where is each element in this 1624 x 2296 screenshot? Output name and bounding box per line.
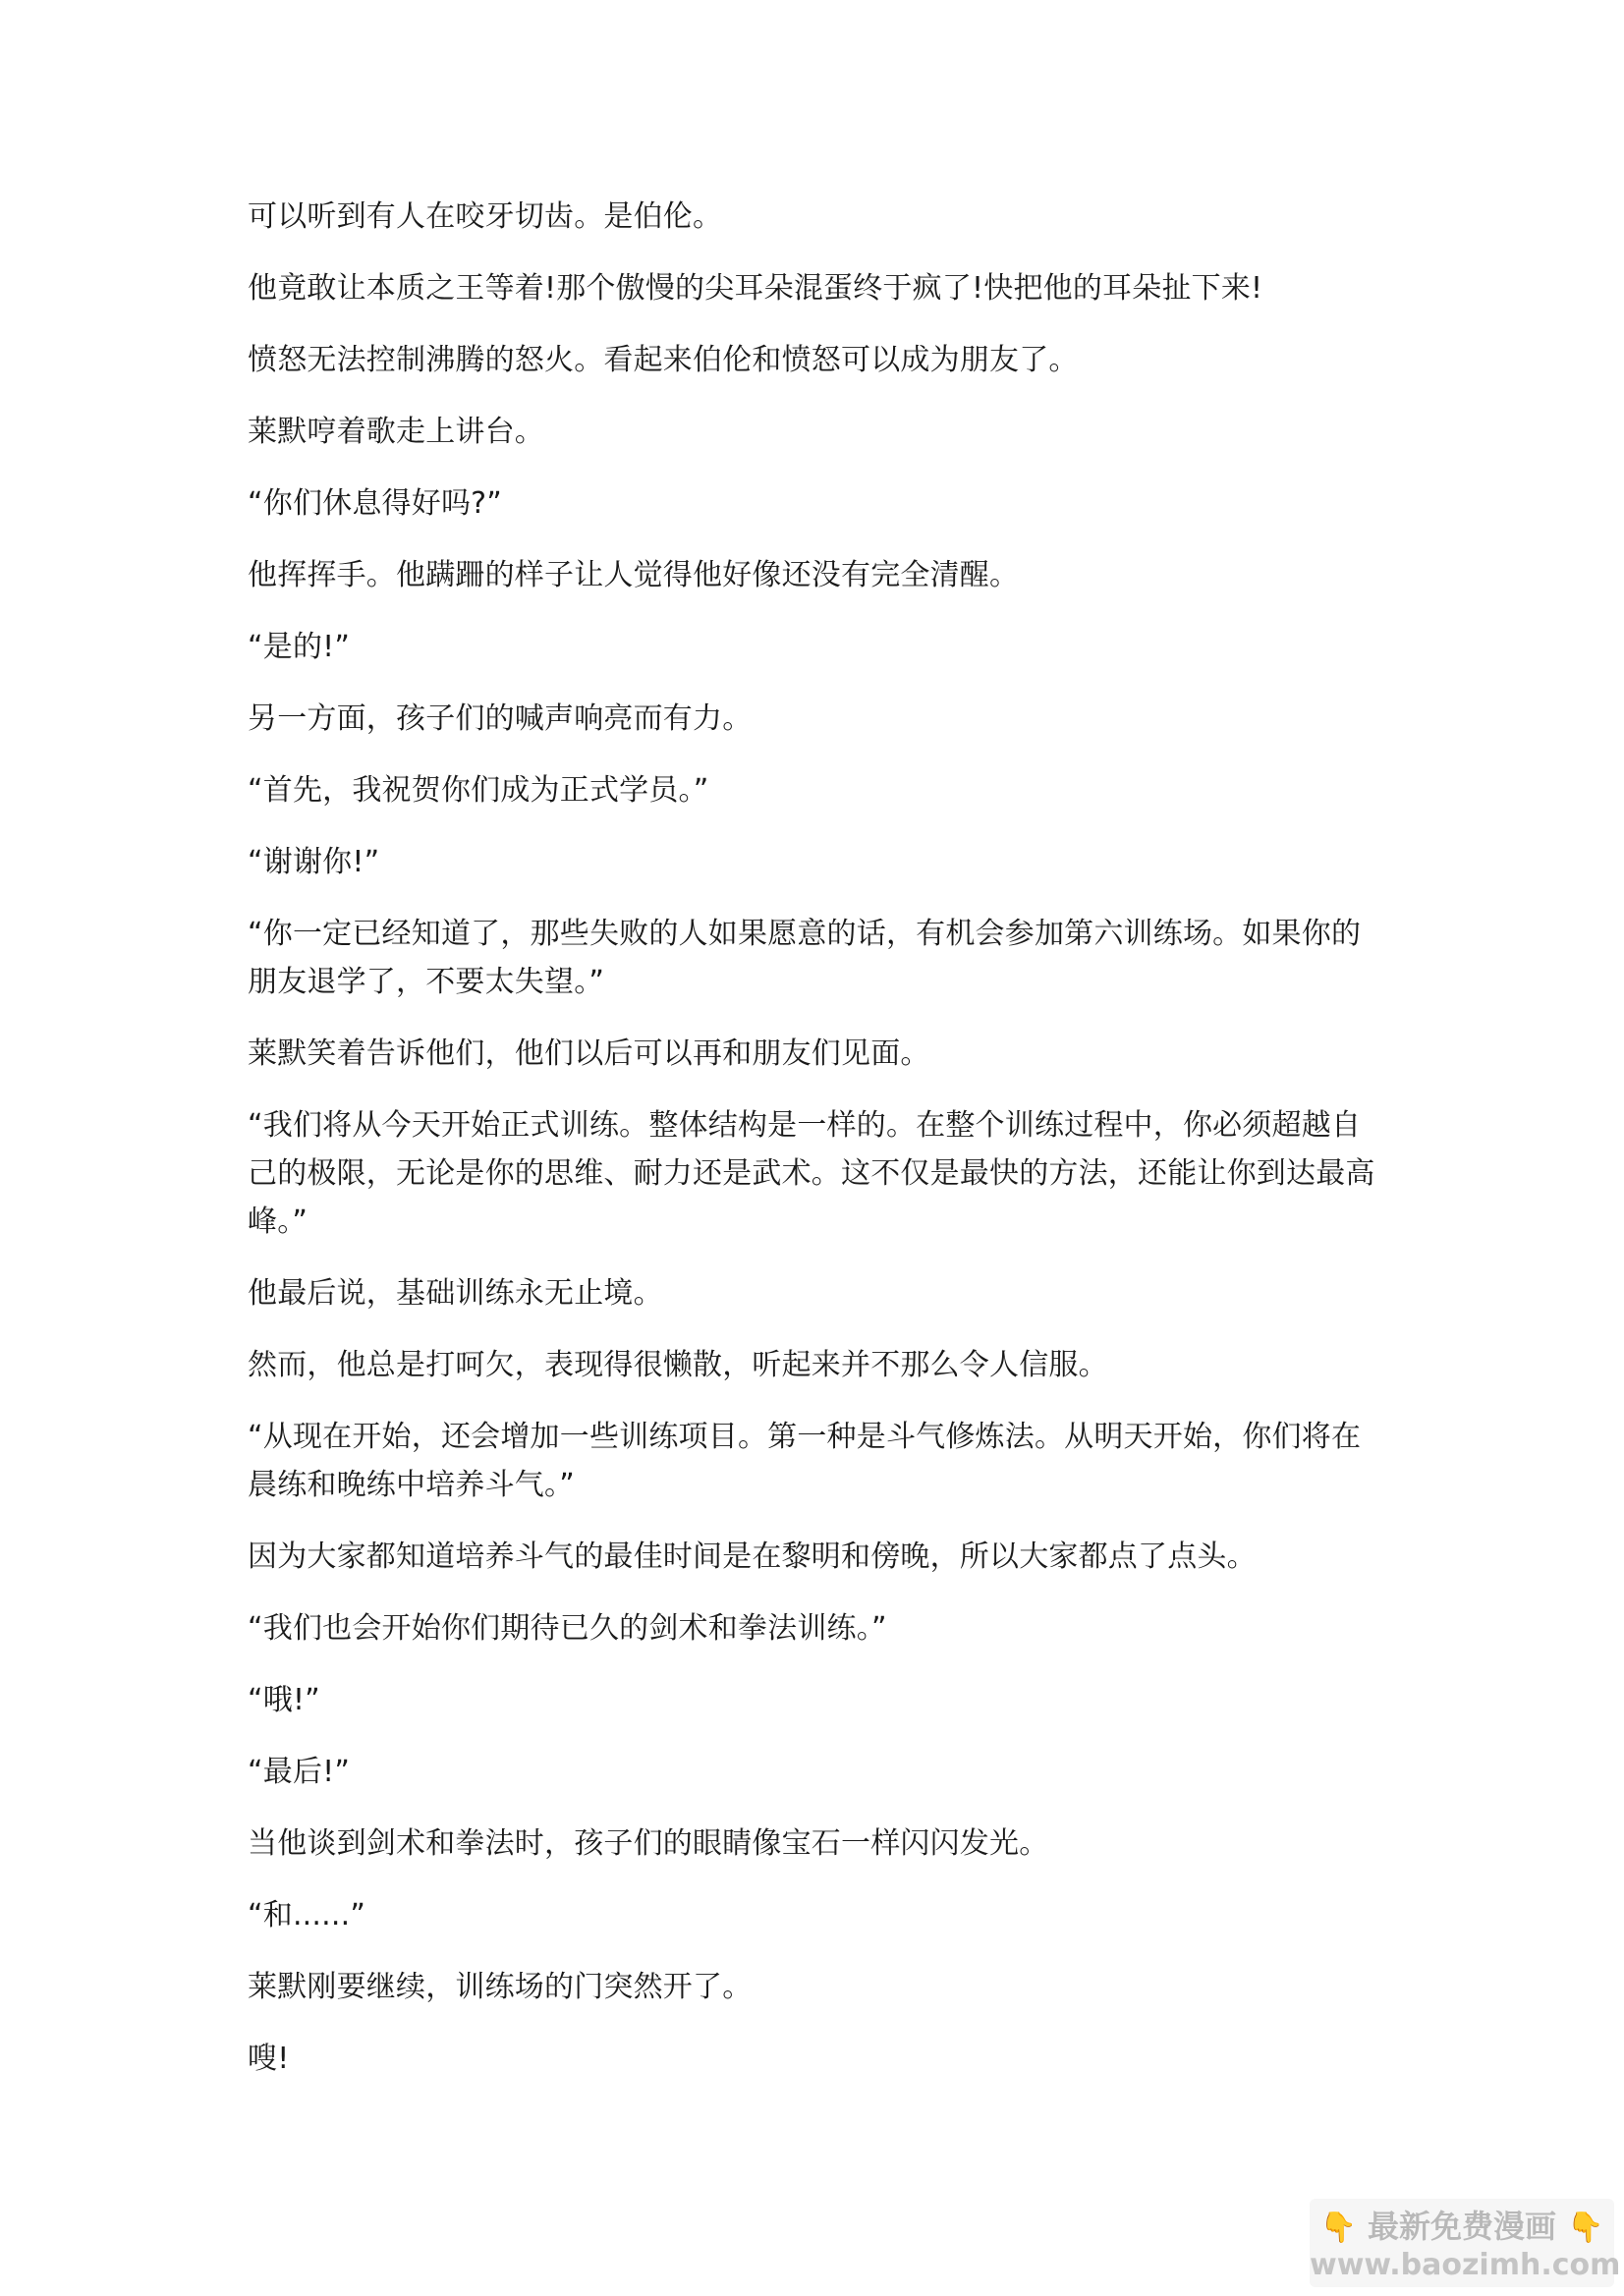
paragraph-3: 愤怒无法控制沸腾的怒火。看起来伯伦和愤怒可以成为朋友了。: [248, 343, 1079, 377]
paragraph-14: 他最后说，基础训练永无止境。: [248, 1276, 663, 1311]
paragraph-2: 他竟敢让本质之王等着!那个傲慢的尖耳朵混蛋终于疯了!快把他的耳朵扯下来!: [248, 271, 1263, 306]
paragraph-9: “首先，我祝贺你们成为正式学员。”: [248, 773, 709, 808]
paragraph-18: “我们也会开始你们期待已久的剑术和拳法训练。”: [248, 1611, 887, 1646]
paragraph-8: 另一方面，孩子们的喊声响亮而有力。: [248, 701, 753, 736]
watermark-title-row: [1310, 2207, 1614, 2248]
paragraph-13: “我们将从今天开始正式训练。整体结构是一样的。在整个训练过程中，你必须超越自己的极限，无论是你的思维、耐力还是武术。这不仅是最快的方法，还能让你到达最高峰。”: [248, 1108, 1375, 1239]
paragraph-24: 嗖!: [248, 2042, 290, 2076]
paragraph-16: “从现在开始，还会增加一些训练项目。第一种是斗气修炼法。从明天开始，你们将在晨练和晚练中培养斗气。”: [248, 1420, 1362, 1502]
document-body: [248, 193, 1387, 2106]
paragraph-11: “你一定已经知道了，那些失败的人如果愿意的话，有机会参加第六训练场。如果你的朋友退学了，不要太失望。”: [248, 917, 1362, 999]
paragraph-6: 他挥挥手。他蹒跚的样子让人觉得他好像还没有完全清醒。: [248, 558, 1020, 592]
paragraph-12: 莱默笑着告诉他们，他们以后可以再和朋友们见面。: [248, 1036, 930, 1071]
paragraph-23: 莱默刚要继续，训练场的门突然开了。: [248, 1970, 753, 2004]
paragraph-5: “你们休息得好吗?”: [248, 486, 503, 521]
paragraph-7: “是的!”: [248, 630, 351, 664]
paragraph-10: “谢谢你!”: [248, 845, 380, 879]
paragraph-21: 当他谈到剑术和拳法时，孩子们的眼睛像宝石一样闪闪发光。: [248, 1826, 1049, 1861]
paragraph-19: “哦!”: [248, 1683, 320, 1717]
paragraph-1: 可以听到有人在咬牙切齿。是伯伦。: [248, 199, 723, 234]
watermark-url: www.baozimh.com: [1310, 2248, 1621, 2282]
watermark-title: 最新免费漫画: [1367, 2208, 1556, 2245]
paragraph-4: 莱默哼着歌走上讲台。: [248, 415, 544, 449]
watermark-badge[interactable]: [1310, 2199, 1621, 2287]
paragraph-22: “和......”: [248, 1898, 366, 1932]
pointing-down-hand-icon: 👇: [1567, 2211, 1604, 2245]
paragraph-15: 然而，他总是打呵欠，表现得很懒散，听起来并不那么令人信服。: [248, 1348, 1108, 1382]
pointing-down-hand-icon: 👇: [1319, 2211, 1357, 2245]
paragraph-17: 因为大家都知道培养斗气的最佳时间是在黎明和傍晚，所以大家都点了点头。: [248, 1540, 1257, 1574]
paragraph-20: “最后!”: [248, 1755, 351, 1789]
